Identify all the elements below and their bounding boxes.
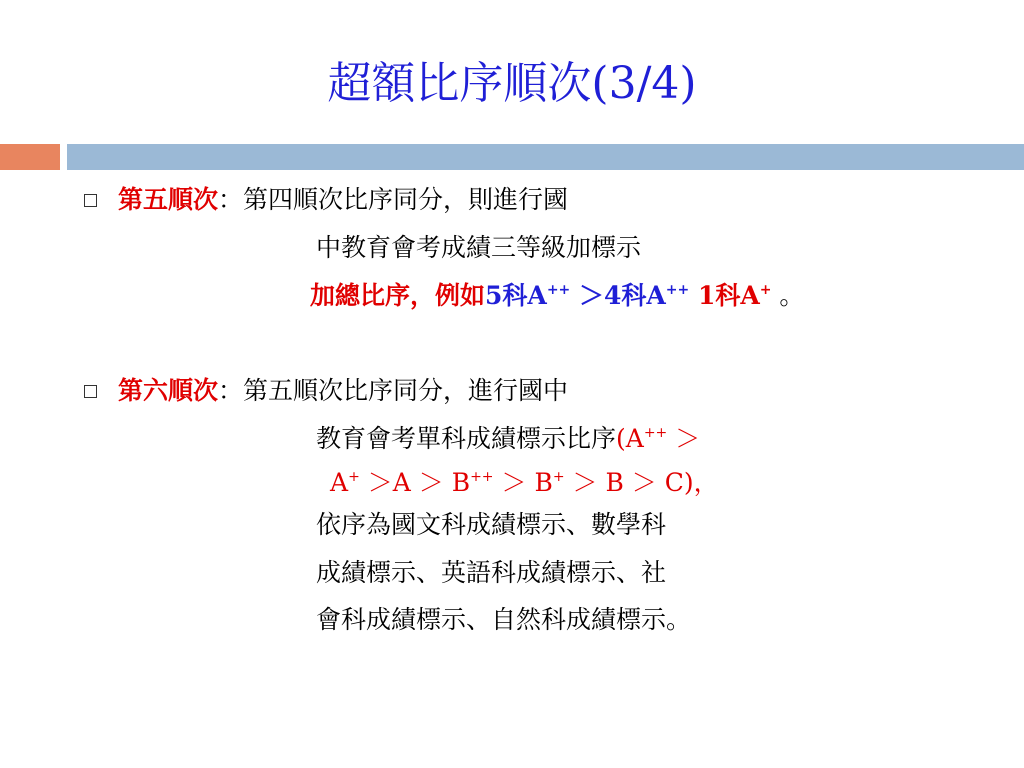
item6-line5: 成績標示、英語科成績標示、社 — [316, 558, 667, 587]
item6-line3 — [330, 463, 719, 503]
title-divider-bar — [67, 144, 1024, 170]
item5-colon: ： — [218, 185, 244, 214]
item5-example-intro: 加總比序，例如 — [310, 281, 486, 310]
item5-example-a-sup: ++ — [546, 282, 571, 298]
item6-line1 — [118, 371, 568, 411]
bullet-square-icon — [84, 385, 97, 398]
item6-line2 — [316, 419, 700, 459]
item5-text-line1: 第四順次比序同分，則進行國 — [243, 185, 569, 214]
item5-example-c-sup: + — [759, 282, 772, 298]
item6-grade-a: A — [330, 468, 349, 497]
bullet-square-icon — [84, 194, 97, 207]
item5-line1 — [118, 180, 568, 220]
title-divider-accent — [0, 144, 60, 170]
item5-line3 — [310, 276, 804, 316]
item5-example-b-sup: ++ — [665, 282, 690, 298]
item5-line2: 中教育會考成績三等級加標示 — [316, 233, 642, 262]
item6-line4: 依序為國文科成績標示、數學科 — [316, 510, 667, 539]
item6-label: 第六順次 — [118, 376, 219, 405]
item6-grade-b: ＞A ＞ B — [359, 468, 471, 497]
item5-example-gt: ＞4科A — [570, 281, 666, 310]
item5-label: 第五順次 — [118, 185, 219, 214]
page-title: 超額比序順次(3/4) — [327, 58, 697, 109]
item6-line6: 會科成績標示、自然科成績標示。 — [316, 605, 692, 634]
item6-grade-gt: ＞ — [667, 424, 701, 453]
item5-example-a: 5科A — [485, 281, 547, 310]
item6-grade-open: (A — [616, 424, 644, 453]
item6-grade-d: ＞ B ＞ C)， — [564, 468, 719, 497]
item6-grade-c: ＞ B — [493, 468, 553, 497]
item6-text-line1: 第五順次比序同分，進行國中 — [243, 376, 569, 405]
item6-grade-c-sup: + — [552, 469, 565, 485]
item6-text-line2: 教育會考單科成績標示比序 — [316, 424, 617, 453]
item6-colon: ： — [218, 376, 244, 405]
item6-grade-b-sup: ++ — [470, 469, 494, 485]
item5-example-c: 1科A — [689, 281, 760, 310]
item6-grade-open-sup: ++ — [643, 425, 668, 441]
item5-end: 。 — [771, 281, 805, 310]
item6-grade-a-sup: + — [348, 469, 360, 485]
